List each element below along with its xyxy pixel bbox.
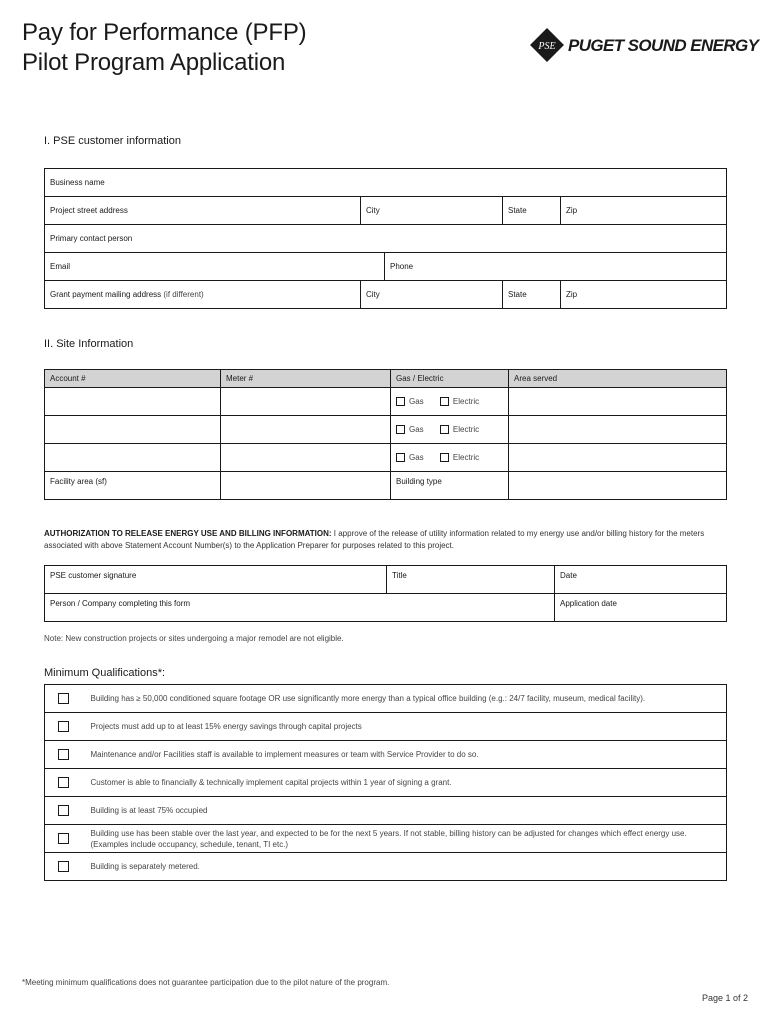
account-cell[interactable] bbox=[45, 444, 221, 472]
building-type-label: Building type bbox=[391, 472, 509, 500]
qualification-text: Maintenance and/or Facilities staff is available to implement measures or team with Service Provider to do so. bbox=[83, 741, 727, 769]
gas-checkbox[interactable] bbox=[396, 425, 405, 434]
gas-checkbox[interactable] bbox=[396, 397, 405, 406]
pse-logo bbox=[530, 27, 759, 63]
authorization-text: AUTHORIZATION TO RELEASE ENERGY USE AND BILLING INFORMATION: I approve of the release of utility information related to my energy use and/or billing history for the meters associated with above Statement Account Number(s) to the Application Preparer for purposes related to this project. bbox=[44, 529, 705, 550]
project-street-address-field[interactable]: Project street address bbox=[45, 197, 361, 225]
electric-checkbox[interactable] bbox=[440, 453, 449, 462]
section-2-heading: II. Site Information bbox=[44, 338, 134, 350]
email-field[interactable]: Email bbox=[45, 253, 385, 281]
project-city-field[interactable]: City bbox=[361, 197, 503, 225]
authorization-heading: AUTHORIZATION TO RELEASE ENERGY USE AND BILLING INFORMATION: bbox=[44, 529, 332, 538]
application-date-field[interactable]: Application date bbox=[555, 594, 727, 622]
gas-electric-column-header: Gas / Electric bbox=[391, 370, 509, 388]
qualification-text: Building has ≥ 50,000 conditioned square footage OR use significantly more energy than a typical office building (e.g.: 24/7 facility, museum, medical facility). bbox=[83, 685, 727, 713]
footnote: *Meeting minimum qualifications does not guarantee participation due to the pilot nature of the program. bbox=[22, 978, 390, 987]
area-served-cell[interactable] bbox=[509, 444, 727, 472]
date-field[interactable]: Date bbox=[555, 566, 727, 594]
building-type-field[interactable] bbox=[509, 472, 727, 500]
qualification-checkbox[interactable] bbox=[58, 861, 69, 872]
gas-electric-cell: Gas Electric bbox=[391, 388, 509, 416]
site-row bbox=[45, 416, 727, 444]
person-company-field[interactable]: Person / Company completing this form bbox=[45, 594, 555, 622]
qualification-text: Customer is able to financially & technically implement capital projects within 1 year of signing a grant. bbox=[83, 769, 727, 797]
qualification-row bbox=[45, 741, 727, 769]
qualification-checkbox[interactable] bbox=[58, 805, 69, 816]
customer-info-table bbox=[44, 168, 727, 309]
grant-address-field[interactable]: Grant payment mailing address (if different) bbox=[45, 281, 361, 309]
electric-checkbox[interactable] bbox=[440, 397, 449, 406]
grant-state-field[interactable]: State bbox=[503, 281, 561, 309]
meter-cell[interactable] bbox=[221, 444, 391, 472]
qualification-checkbox[interactable] bbox=[58, 693, 69, 704]
qualification-text: Building is at least 75% occupied bbox=[83, 797, 727, 825]
section-1-heading: I. PSE customer information bbox=[44, 135, 181, 147]
area-served-cell[interactable] bbox=[509, 416, 727, 444]
min-qualifications-table bbox=[44, 684, 727, 881]
logo-text: PUGET SOUND ENERGY bbox=[568, 36, 759, 55]
page-title bbox=[22, 18, 306, 78]
meter-cell[interactable] bbox=[221, 388, 391, 416]
qualification-row bbox=[45, 825, 727, 853]
title-line-2: Pilot Program Application bbox=[22, 49, 286, 76]
qualification-text: Building is separately metered. bbox=[83, 853, 727, 881]
business-name-field[interactable]: Business name bbox=[45, 169, 727, 197]
page-number: Page 1 of 2 bbox=[701, 993, 748, 1003]
qualification-row bbox=[45, 713, 727, 741]
qualification-checkbox[interactable] bbox=[58, 721, 69, 732]
qualification-text: Projects must add up to at least 15% energy savings through capital projects bbox=[83, 713, 727, 741]
customer-signature-field[interactable]: PSE customer signature bbox=[45, 566, 387, 594]
logo-mark: PSE bbox=[538, 41, 556, 52]
site-row bbox=[45, 388, 727, 416]
site-info-table bbox=[44, 369, 727, 500]
facility-area-field[interactable] bbox=[221, 472, 391, 500]
primary-contact-field[interactable]: Primary contact person bbox=[45, 225, 727, 253]
project-zip-field[interactable]: Zip bbox=[561, 197, 727, 225]
qualification-checkbox[interactable] bbox=[58, 833, 69, 844]
gas-electric-cell: Gas Electric bbox=[391, 444, 509, 472]
account-column-header: Account # bbox=[45, 370, 221, 388]
facility-area-label: Facility area (sf) bbox=[45, 472, 221, 500]
gas-checkbox[interactable] bbox=[396, 453, 405, 462]
account-cell[interactable] bbox=[45, 416, 221, 444]
signature-table bbox=[44, 565, 727, 622]
account-cell[interactable] bbox=[45, 388, 221, 416]
qualification-row bbox=[45, 685, 727, 713]
area-served-cell[interactable] bbox=[509, 388, 727, 416]
title-field[interactable]: Title bbox=[387, 566, 555, 594]
meter-column-header: Meter # bbox=[221, 370, 391, 388]
electric-checkbox[interactable] bbox=[440, 425, 449, 434]
phone-field[interactable]: Phone bbox=[385, 253, 727, 281]
qualification-checkbox[interactable] bbox=[58, 749, 69, 760]
project-state-field[interactable]: State bbox=[503, 197, 561, 225]
qualification-row bbox=[45, 769, 727, 797]
gas-electric-cell: Gas Electric bbox=[391, 416, 509, 444]
grant-city-field[interactable]: City bbox=[361, 281, 503, 309]
qualification-row bbox=[45, 853, 727, 881]
area-served-column-header: Area served bbox=[509, 370, 727, 388]
meter-cell[interactable] bbox=[221, 416, 391, 444]
eligibility-note: Note: New construction projects or sites undergoing a major remodel are not eligible. bbox=[44, 634, 344, 643]
min-qualifications-heading: Minimum Qualifications*: bbox=[44, 667, 166, 679]
title-line-1: Pay for Performance (PFP) bbox=[22, 19, 307, 46]
qualification-checkbox[interactable] bbox=[58, 777, 69, 788]
qualification-text: Building use has been stable over the last year, and expected to be for the next 5 years. If not stable, billing history can be adjusted for changes which effect energy use. (Examples include occupancy, schedule, tenant, TI etc.) bbox=[83, 825, 727, 853]
grant-zip-field[interactable]: Zip bbox=[561, 281, 727, 309]
qualification-row bbox=[45, 797, 727, 825]
site-row bbox=[45, 444, 727, 472]
